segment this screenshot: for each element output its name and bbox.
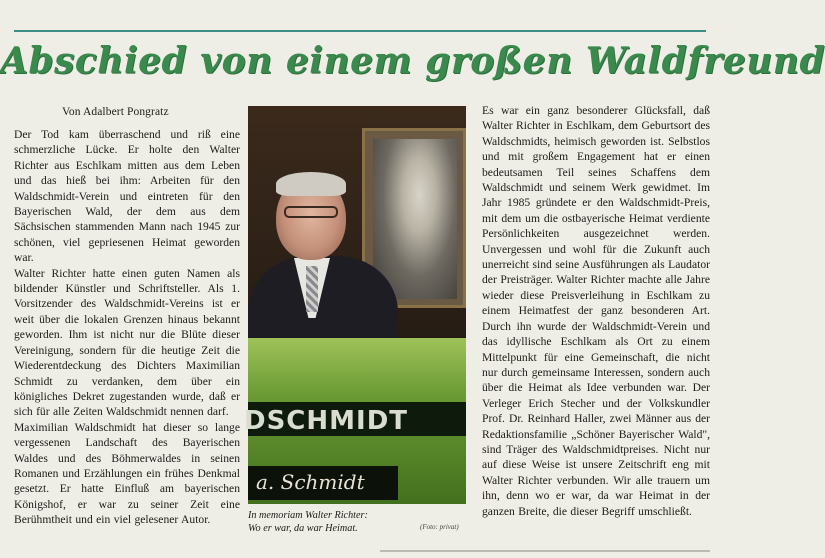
paragraph: Maximilian Waldschmidt hat dieser so lange vergessenen Landschaft des Bayerischen Waldes und des Böhmerwaldes in seinen Romanen und Erzählungen ein frühes Denkmal gesetzt. Er hatte Einfluß am bayerischen Königshof, er war zu seiner Zeit eine Berühmtheit und ein viel gelesener Autor. <box>14 420 240 527</box>
caption-line-1: In memoriam Walter Richter: <box>248 510 368 521</box>
speaker-glasses <box>284 206 338 218</box>
right-column <box>482 103 710 519</box>
speaker-hair <box>276 172 346 196</box>
top-rule <box>14 30 706 32</box>
paragraph: Der Tod kam überraschend und riß eine schmerzliche Lücke. Er holte den Walter Richter aus Eschlkam mitten aus dem Leben und das hieß bei ihm: Arbeiten für den Waldschmidt-Verein und eintreten für den Bayerischen Wald, der dem aus dem Sächsischen stammenden Mann nach 1945 zur schönen, viel gepriesenen Heimat geworden war. <box>14 128 240 265</box>
byline: Von Adalbert Pongratz <box>62 106 169 118</box>
speaker-tie <box>306 266 318 312</box>
paragraph: Walter Richter hatte einen guten Namen als bildender Künstler und Schriftsteller. Als 1. Vorsitzender des Waldschmidt-Vereins ist er weit über die lokalen Grenzen hinaus bekannt geworden. Ihm ist nicht nur die Blüte dieser Vereinigung, sondern für die heutige Zeit die Wiederentdeckung des Dichters Maximilian Schmidt zu verdanken, dem über ein königliches Dekret zugestanden wurde, daß er sich für alle Zeiten Waldschmidt nennen darf. <box>14 266 240 419</box>
bottom-rule <box>380 550 710 552</box>
memorial-photo <box>244 106 466 504</box>
paragraph: Es war ein ganz besonderer Glücksfall, daß Walter Richter in Eschlkam, dem Geburtsort des Waldschmidts, heimisch geworden ist. Selbstlos und mit großem Engagement hat er einen bedeutsamen Teil seines Schaffens dem Waldschmidt und seinem Werk gewidmet. Im Jahr 1985 gründete er den Waldschmidt-Preis, mit dem um die ostbayerische Heimat verdiente Persönlichkeiten ausgezeichnet werden. Unvergessen und wohl für die Zukunft auch unerreicht sind seine Ausführungen als Laudator der Preisträger. Walter Richter machte alle Jahre wieder diese Preisverleihung in Eschlkam zu einem Heimatfest der ganz besonderen Art. Durch ihn wurde der Waldschmidt-Verein und das idyllische Eschlkam als Ort zu einem Mittelpunkt für eine Gemeinschaft, die nicht nur durch gemeinsame Interessen, sondern auch über die Heimat als Idee verbunden war. Der Verleger Erich Stecher und der Volkskundler Prof. Dr. Reinhard Haller, zwei Männer aus der Redaktionsfamilie „Schöner Bayerischer Wald", sind Träger des Waldschmidtpreises. Nicht nur auf diese Weise ist unsere Zeitschrift eng mit Walter Richter verbunden. Wir alle trauern um ihn, denn wo er war, da war Heimat in der ganzen Breite, die dieser Begriff umschließt. <box>482 104 710 518</box>
painted-portrait <box>373 139 457 299</box>
lectern-script-text: a. Schmidt <box>256 470 365 494</box>
caption-line-2: Wo er war, da war Heimat. <box>248 523 358 534</box>
lectern-sign-text: DSCHMIDT <box>244 406 409 436</box>
left-column <box>14 127 240 528</box>
article-headline: Abschied von einem großen Waldfreund <box>0 40 825 82</box>
photo-credit: (Foto: privat) <box>420 523 459 531</box>
photo-caption <box>248 509 466 535</box>
